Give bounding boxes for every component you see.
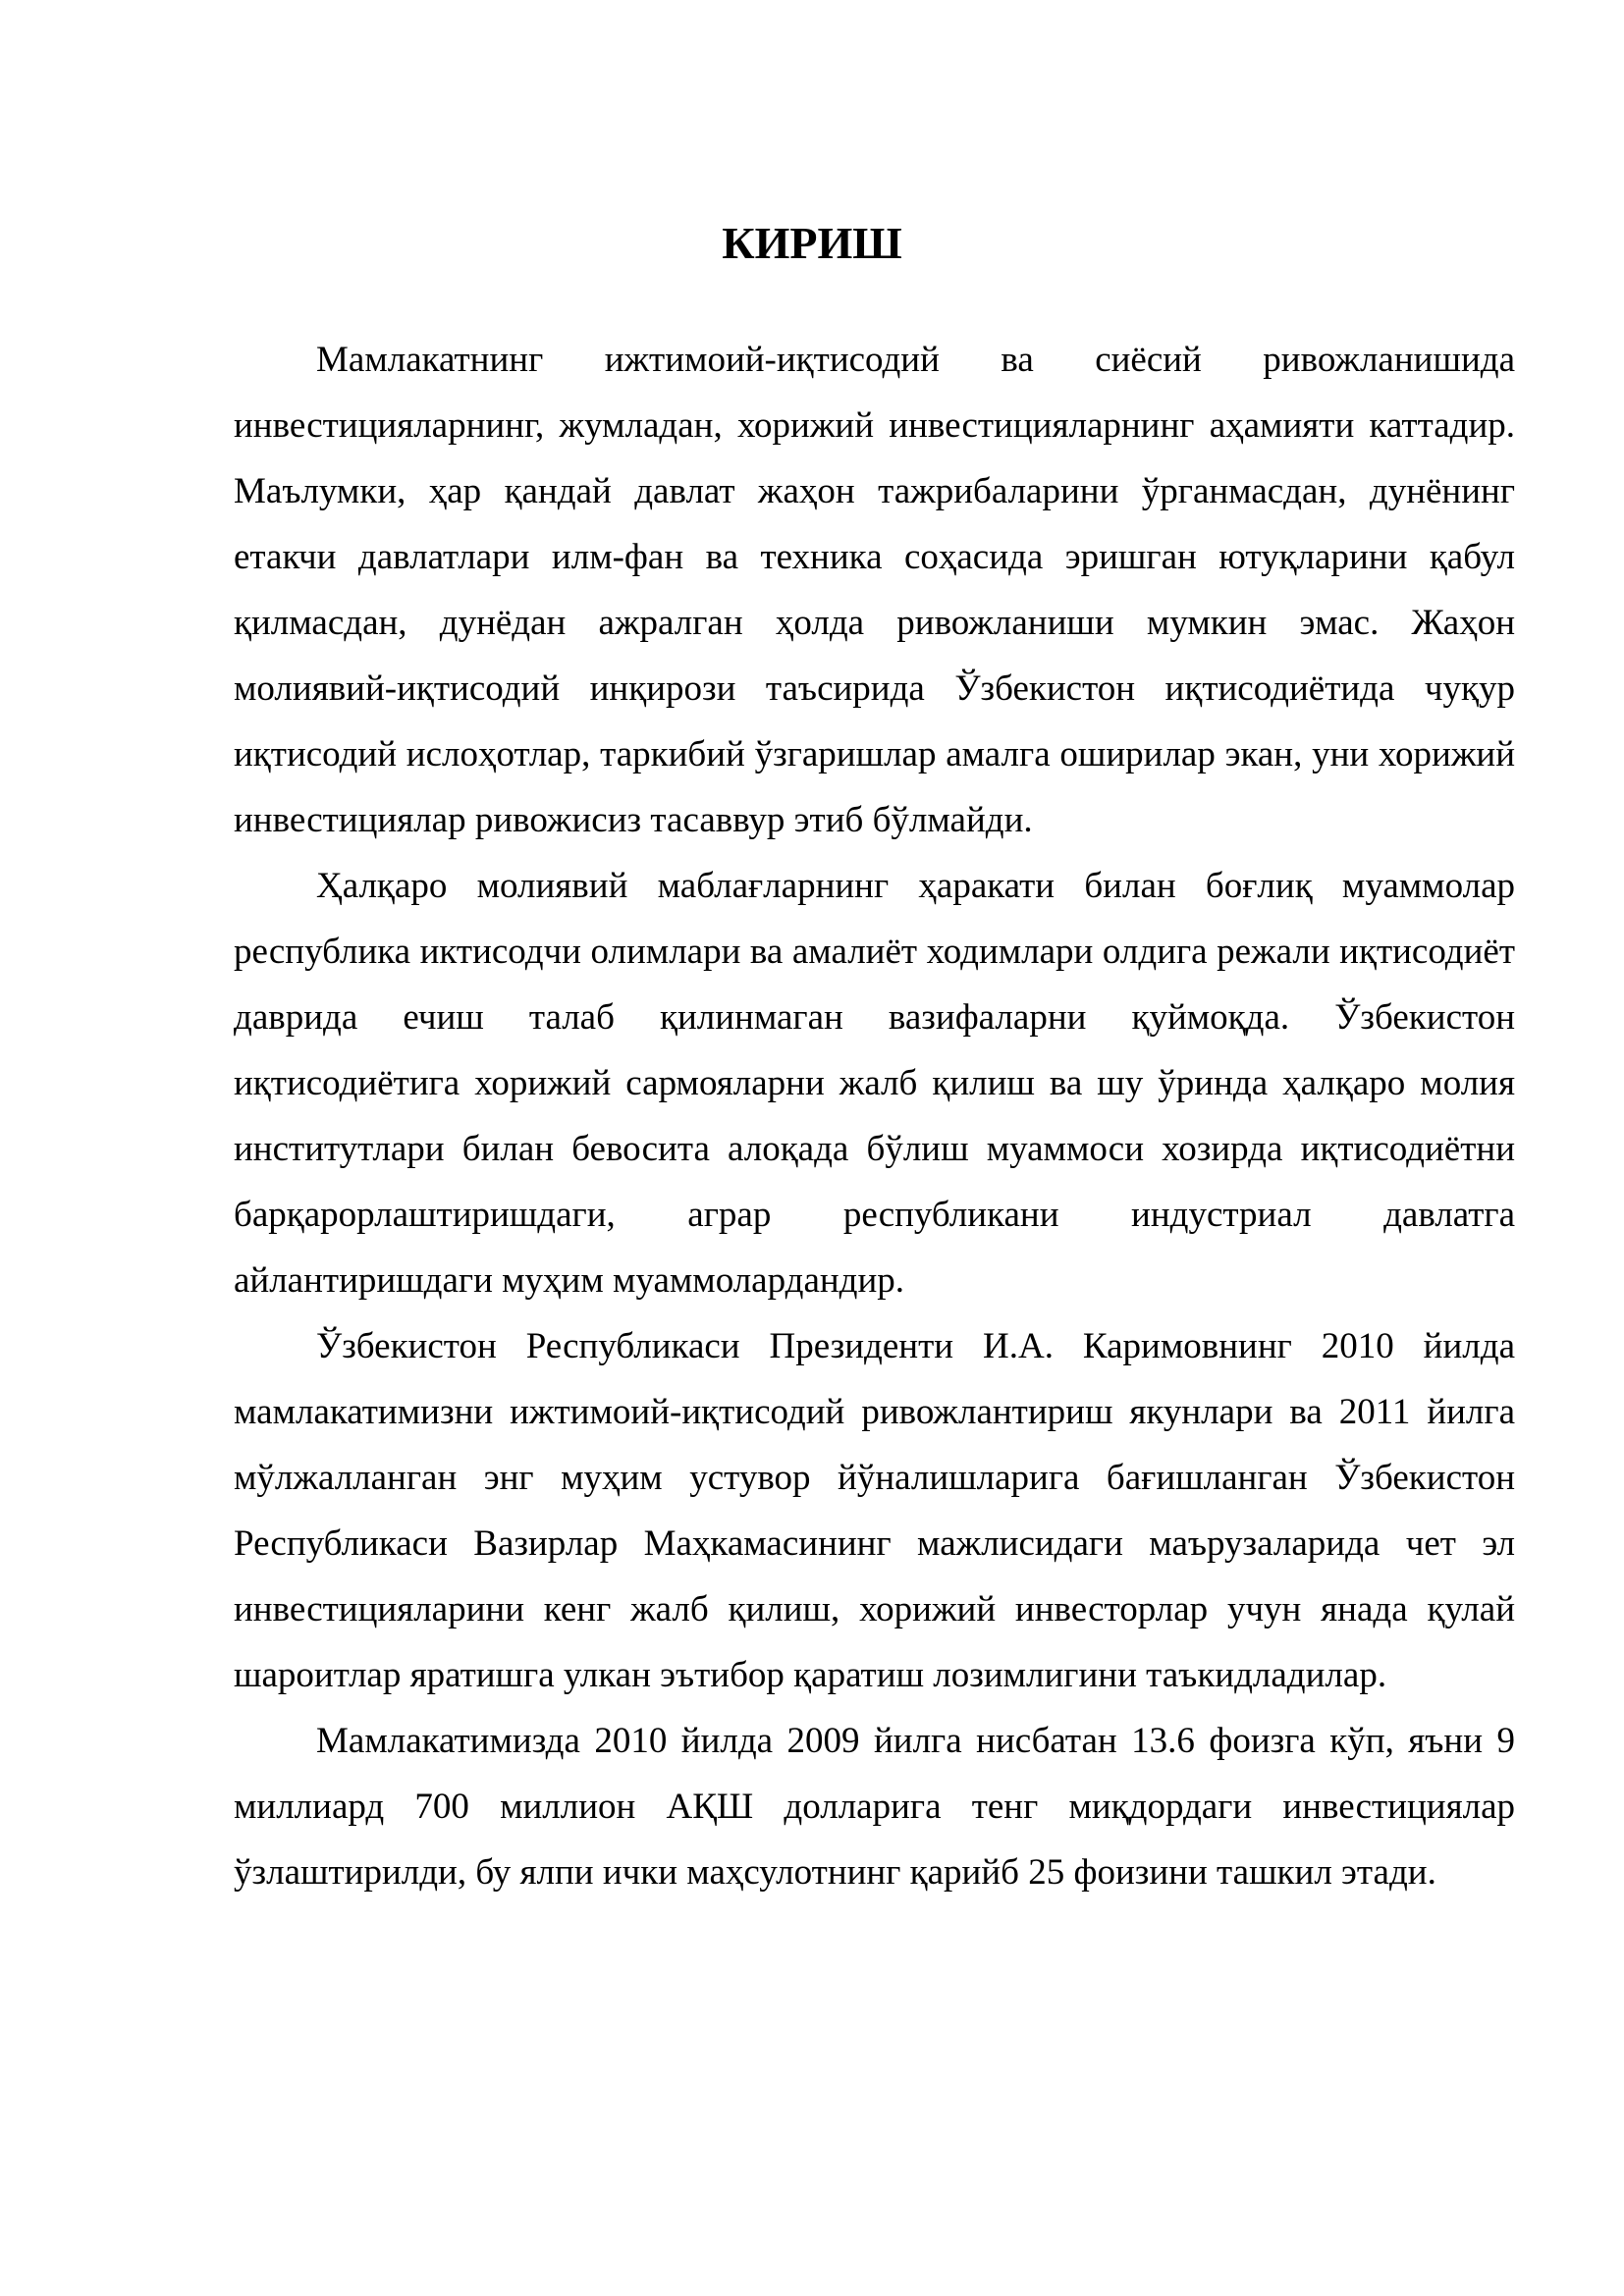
paragraph-1: Мамлакатнинг ижтимоий-иқтисодий ва сиёсий ривожланишида инвестицияларнинг, жумладан, хорижий инвестицияларнинг аҳамияти каттадир. Маълумки, ҳар қандай давлат жаҳон тажрибаларини ўрганмасдан, дунёнинг етакчи давлатлари илм-фан ва техника соҳасида эришган ютуқларини қабул қилмасдан, дунёдан ажралган ҳолда ривожланиши мумкин эмас. Жаҳон молиявий-иқтисодий инқирози таъсирида Ўзбекистон иқтисодиётида чуқур иқтисодий ислоҳотлар, таркибий ўзгаришлар амалга оширилар экан, уни хорижий инвестициялар ривожисиз тасаввур этиб бўлмайди. xyxy=(234,340,1515,840)
body-text xyxy=(234,327,1515,1905)
paragraph-2: Ҳалқаро молиявий маблағларнинг ҳаракати билан боғлиқ муаммолар республика иктисодчи олимлари ва амалиёт ходимлари олдига режали иқтисодиёт даврида ечиш талаб қилинмаган вазифаларни қуймоқда. Ўзбекистон иқтисодиётига хорижий сармояларни жалб қилиш ва шу ўринда ҳалқаро молия институтлари билан бевосита алоқада бўлиш муаммоси хозирда иқтисодиётни барқарорлаштиришдаги, аграр республикани индустриал давлатга айлантиришдаги муҳим муаммолардандир. xyxy=(234,866,1515,1301)
paragraph-4: Мамлакатимизда 2010 йилда 2009 йилга нисбатан 13.6 фоизга кўп, яъни 9 миллиард 700 миллион АҚШ долларига тенг миқдордаги инвестициялар ўзлаштирилди, бу ялпи ички маҳсулотнинг қарийб 25 фоизини ташкил этади. xyxy=(234,1721,1515,1893)
paragraph-3: Ўзбекистон Республикаси Президенти И.А. Каримовнинг 2010 йилда мамлакатимизни ижтимоий-иқтисодий ривожлантириш якунлари ва 2011 йилга мўлжалланган энг муҳим устувор йўналишларига бағишланган Ўзбекистон Республикаси Вазирлар Маҳкамасининг мажлисидаги маърузаларида чет эл инвестицияларини кенг жалб қилиш, хорижий инвесторлар учун янада қулай шароитлар яратишга улкан эътибор қаратиш лозимлигини таъкидладилар. xyxy=(234,1326,1515,1695)
page-title: КИРИШ xyxy=(722,218,902,268)
